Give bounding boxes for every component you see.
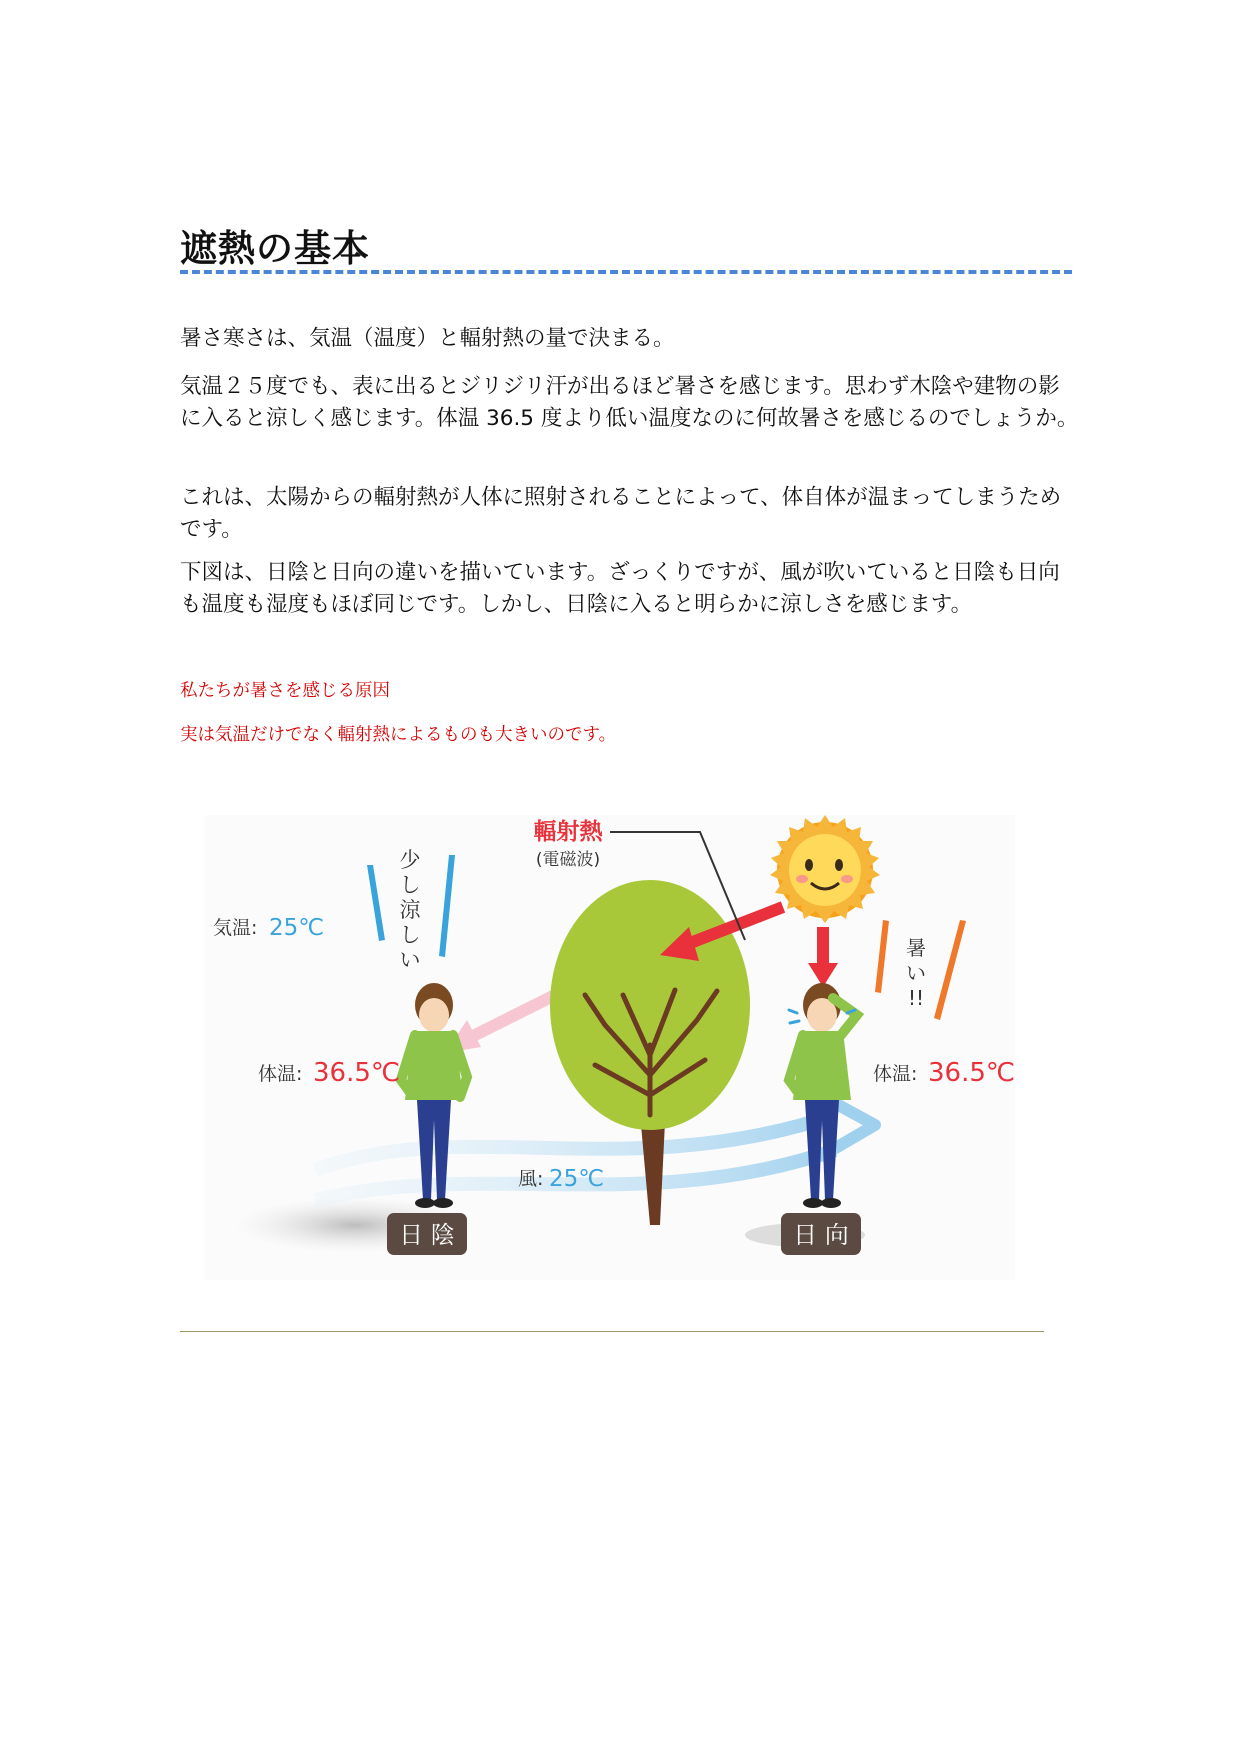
hot-exclamation-text xyxy=(906,936,926,1010)
paragraph-intro: 暑さ寒さは、気温（温度）と輻射熱の量で決まる。 xyxy=(180,326,675,351)
radiant-heat-label: 輻射熱 xyxy=(533,819,603,845)
svg-text:し: し xyxy=(399,923,421,947)
shade-badge-label: 日 陰 xyxy=(399,1221,455,1249)
paragraph-radiant-heat: これは、太陽からの輻射熱が人体に照射されることによって、体自体が温まってしまうためです。 xyxy=(180,485,1062,542)
cool-exclamation-text xyxy=(400,848,422,972)
body-temp-label-shade: 体温: xyxy=(258,1063,303,1085)
title-dashed-divider xyxy=(180,270,1072,274)
note-cause-heading: 私たちが暑さを感じる原因 xyxy=(180,681,390,701)
svg-text:い: い xyxy=(906,961,926,985)
body-temp-label-sun: 体温: xyxy=(873,1063,918,1085)
air-temp-value: 25℃ xyxy=(269,915,325,941)
wind-label: 風: xyxy=(518,1168,544,1190)
svg-text:少: 少 xyxy=(399,848,421,872)
svg-text:し: し xyxy=(399,873,421,897)
shade-vs-sun-illustration xyxy=(205,815,1015,1280)
paragraph-figure-description: 下図は、日陰と日向の違いを描いています。ざっくりですが、風が吹いていると日陰も日向も温度も湿度もほぼ同じです。しかし、日陰に入ると明らかに涼しさを感じます。 xyxy=(180,560,1060,617)
sun-badge-label: 日 向 xyxy=(793,1221,849,1249)
body-temp-value-sun: 36.5℃ xyxy=(928,1058,1015,1088)
svg-text:!!: !! xyxy=(907,986,925,1010)
page-title: 遮熱の基本 xyxy=(180,227,370,270)
radiant-heat-sublabel: (電磁波) xyxy=(535,850,601,870)
paragraph-temperature: 気温２５度でも、表に出るとジリジリ汗が出るほど暑さを感じます。思わず木陰や建物の影に入ると涼しく感じます。体温 36.5 度より低い温度なのに何故暑さを感じるのでしょうか。 xyxy=(180,374,1079,431)
air-temp-label: 気温: xyxy=(213,917,258,939)
svg-text:涼: 涼 xyxy=(399,898,421,922)
wind-value: 25℃ xyxy=(549,1166,605,1192)
svg-text:暑: 暑 xyxy=(906,936,926,960)
body-temp-value-shade: 36.5℃ xyxy=(313,1058,401,1088)
bottom-divider xyxy=(180,1331,1044,1332)
svg-text:い: い xyxy=(399,948,421,972)
note-cause-text: 実は気温だけでなく輻射熱によるものも大きいのです。 xyxy=(180,725,617,745)
